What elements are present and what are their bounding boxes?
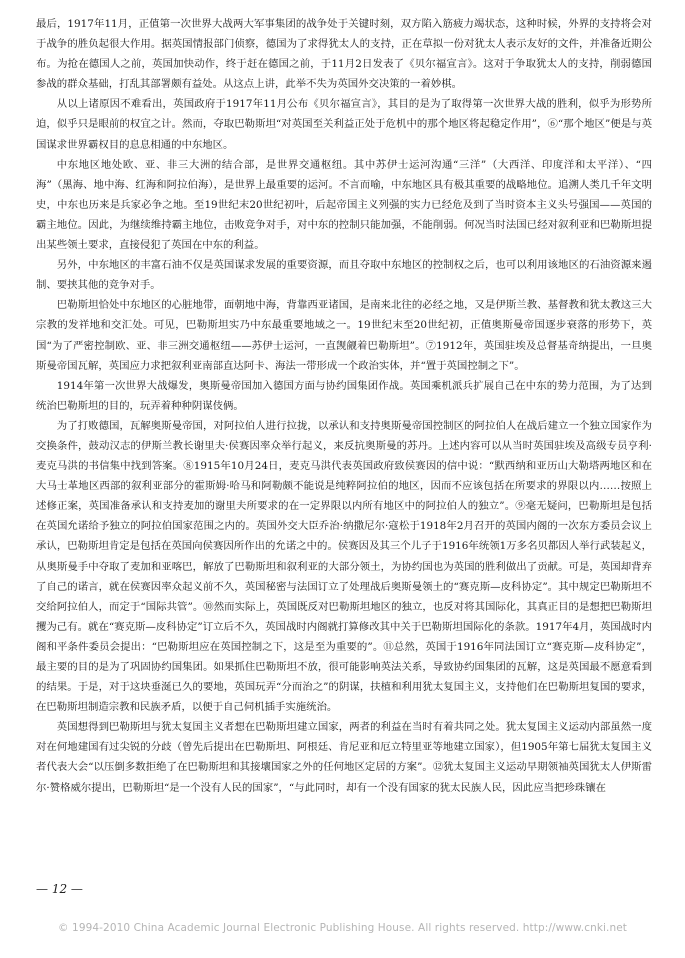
article-body [36, 14, 652, 798]
paragraph: 中东地区地处欧、亚、非三大洲的结合部，是世界交通枢纽。其中苏伊士运河沟通“三洋”（大西洋、印度洋和太平洋）、“四海”（黑海、地中海、红海和阿拉伯海），是世界上最重要的运河。不言而喻，中东地区具有极其重要的战略地位。追溯人类几千年文明史，中东也历来是兵家必争之地。至19世纪末20世纪初叶，后起帝国主义列强的实力已经危及到了当时资本主义头号强国——英国的霸主地位。因此，为继续维持霸主地位，击败竞争对手，对中东的控制只能加强，不能削弱。何况当时法国已经对叙利亚和巴勒斯坦提出某些领土要求，直接侵犯了英国在中东的利益。 [36, 158, 652, 252]
paragraph: 巴勒斯坦恰处中东地区的心脏地带，面朝地中海，背靠西亚诸国，是南来北往的必经之地，又是伊斯兰教、基督教和犹太教这三大宗教的发祥地和交汇处。可见，巴勒斯坦实乃中东最重要地域之一。19世纪末至20世纪初，正值奥斯曼帝国逐步衰落的形势下，英国“为了严密控制欧、亚、非三洲交通枢纽——苏伊士运河，一直觊觎着巴勒斯坦”。⑦1912年，英国驻埃及总督基奇纳提出，一旦奥斯曼帝国瓦解，英国应力求把叙利亚南部直达阿卡、海法一带形成一个政治实体，并“置于英国控制之下”。 [36, 299, 652, 372]
copyright-footer: © 1994-2010 China Academic Journal Electronic Publishing House. All rights reserved. http://www.cnki.net [58, 922, 627, 934]
paragraph: 另外，中东地区的丰富石油不仅是英国谋求发展的重要资源，而且夺取中东地区的控制权之后，也可以利用该地区的石油资源来遏制、要挟其他的竞争对手。 [36, 259, 652, 292]
paragraph: 从以上诸原因不难看出，英国政府于1917年11月公布《贝尔福宣言》，其目的是为了取得第一次世界大战的胜利，似乎为形势所迫，似乎只是眼前的权宜之计。然而，夺取巴勒斯坦“对英国至关利益正处于危机中的那个地区将起稳定作用”，⑥“那个地区”便是与英国谋求世界霸权目的息息相通的中东地区。 [36, 98, 652, 151]
page-number: — 12 — [36, 882, 83, 896]
paragraph: 1914年第一次世界大战爆发，奥斯曼帝国加入德国方面与协约国集团作战。英国乘机派兵扩展自己在中东的势力范围，为了达到统治巴勒斯坦的目的，玩弄着种种阴谋伎俩。 [36, 379, 652, 412]
paragraph: 英国想得到巴勒斯坦与犹太复国主义者想在巴勒斯坦建立国家，两者的利益在当时有着共同之处。犹太复国主义运动内部虽然一度对在何地建国有过尖锐的分歧（曾先后提出在巴勒斯坦、阿根廷、肯尼亚和厄立特里亚等地建立国家），但1905年第七届犹太复国主义者代表大会“以压倒多数拒绝了在巴勒斯坦和其接壤国家之外的任何地区定居的方案”。⑫犹太复国主义运动早期领袖英国犹太人伊斯雷尔·赞格威尔提出，巴勒斯坦“是一个没有人民的国家”，“与此同时，却有一个没有国家的犹太民族人民，因此应当把珍珠镶在 [36, 721, 652, 794]
paragraph: 最后，1917年11月，正值第一次世界大战两大军事集团的战争处于关键时刻，双方陷入筋疲力竭状态，这种时候，外界的支持将会对于战争的胜负起很大作用。据英国情报部门侦察，德国为了求得犹太人的支持，正在草拟一份对犹太人表示友好的文件，并准备近期公布。为抢在德国人之前，英国加快动作，终于赶在德国之前，于11月2日发表了《贝尔福宣言》。这对于争取犹太人的支持，削弱德国参战的群众基础，打乱其部署颇有益处。从这点上讲，此举不失为英国外交决策的一着妙棋。 [36, 18, 652, 91]
paragraph: 为了打败德国，瓦解奥斯曼帝国，对阿拉伯人进行拉拢，以承认和支持奥斯曼帝国控制区的阿拉伯人在战后建立一个独立国家作为交换条件，鼓动汉志的伊斯兰教长谢里夫·侯赛因率众举行起义，来反抗奥斯曼的苏丹。上述内容可以从当时英国驻埃及高级专员亨利·麦克马洪的书信集中找到答案。⑧1915年10月24日，麦克马洪代表英国政府致侯赛因的信中说：“默西纳和亚历山大勒塔两地区和在大马士革地区西部的叙利亚部分的霍斯姆·哈马和阿勒颇不能说是纯粹阿拉伯的地区，因而不应该包括在所要求的界限以内……按照上述修正案，英国准备承认和支持麦加的谢里夫所要求的在一定界限以内所有地区中的阿拉伯人的独立”。⑨毫无疑问，巴勒斯坦是包括在英国允诺给予独立的阿拉伯国家范围之内的。英国外交大臣乔治·纳撒尼尔·寇松于1918年2月召开的英国内阁的一次东方委员会议上承认，巴勒斯坦肯定是包括在英国向侯赛因所作出的允诺之中的。侯赛因及其三个儿子于1916年统领1万多名贝都因人举行武装起义，从奥斯曼手中夺取了麦加和亚喀巴，解放了巴勒斯坦和叙利亚的大部分领土，为协约国也为英国的胜利做出了贡献。可是，英国却背弃了自己的诺言，就在侯赛因率众起义前不久，英国秘密与法国订立了处理战后奥斯曼领土的“赛克斯—皮科协定”。其中规定巴勒斯坦不交给阿拉伯人，而定于“国际共管”。⑩然而实际上，英国既反对巴勒斯坦地区的独立，也反对将其国际化，其真正目的是想把巴勒斯坦攫为己有。就在“赛克斯—皮科协定”订立后不久，英国战时内阁就打算修改其中关于巴勒斯坦国际化的条款。1917年4月，英国战时内阁和平条件委员会提出：“巴勒斯坦应在英国控制之下，这是至为重要的”。⑪总然，英国于1916年同法国订立“赛克斯—皮科协定”，最主要的目的是为了巩固协约国集团。如果抓住巴勒斯坦不放，很可能影响英法关系，导致协约国集团的瓦解，这是英国最不愿意看到的结果。于是，对于这块垂涎已久的要地，英国玩弄“分而治之”的阴谋，扶植和利用犹太复国主义，支持他们在巴勒斯坦复国的要求，在巴勒斯坦制造宗教和民族矛盾，以便于自己伺机插手实施统治。 [36, 419, 652, 714]
